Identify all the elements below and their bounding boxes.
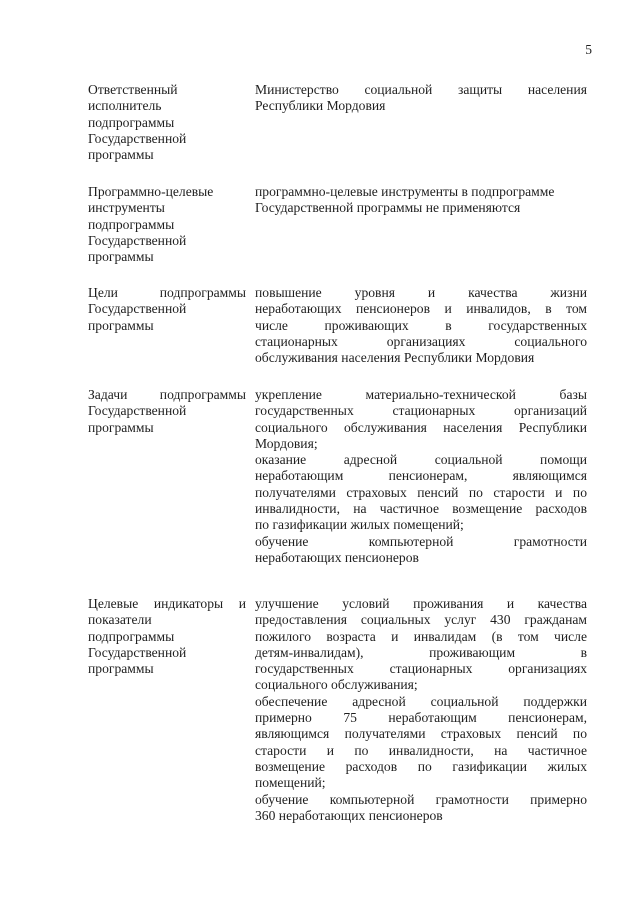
content-line: обучение компьютерной грамотности <box>255 533 587 549</box>
content-line: помещений; <box>255 775 326 791</box>
row-label <box>88 596 246 677</box>
content-line: обслуживания населения Республики Мордовия <box>255 350 535 366</box>
content-line: государственных стационарных организаций <box>255 403 587 419</box>
content-line: обучение компьютерной грамотности примерно <box>255 791 587 807</box>
content-line: укрепление материально-технической базы <box>255 387 587 402</box>
content-line: являющимся получателями страховых пенсий по <box>255 726 587 742</box>
label-line: Государственной <box>88 644 187 660</box>
content-line: государственных стационарных организациях <box>255 661 587 677</box>
content-line: неработающих пенсионеров <box>255 549 419 565</box>
content-line: Республики Мордовия <box>255 98 386 114</box>
content-line: социального обслуживания; <box>255 677 418 693</box>
content-line: по газификации жилых помещений; <box>255 517 464 533</box>
label-line: показатели <box>88 612 152 628</box>
label-line: подпрограммы <box>88 628 175 644</box>
page-number: 5 <box>585 42 592 57</box>
row-label <box>88 285 246 334</box>
row-content <box>255 184 587 217</box>
content-line: детям-инвалидам), проживающим в <box>255 644 587 660</box>
label-line: инструменты <box>88 200 165 216</box>
content-line: Государственной программы не применяются <box>255 200 521 216</box>
content-line: неработающих пенсионеров и инвалидов, в том <box>255 301 587 317</box>
label-line: программы <box>88 317 154 333</box>
label-line: программы <box>88 661 154 677</box>
label-line: Целевые индикаторы и <box>88 596 246 611</box>
content-line: предоставления социальных услуг 430 гражданам <box>255 612 587 628</box>
content-line: улучшение условий проживания и качества <box>255 596 587 611</box>
label-line: Государственной <box>88 130 187 146</box>
content-line: Мордовия; <box>255 435 318 451</box>
label-line: подпрограммы <box>88 216 175 232</box>
row-label <box>88 82 246 163</box>
label-line: подпрограммы <box>88 114 175 130</box>
row-content <box>255 82 587 115</box>
content-line: инвалидности, на частичное возмещение расходов <box>255 501 587 517</box>
content-line: неработающим пенсионерам, являющимся <box>255 468 587 484</box>
row-label <box>88 387 246 436</box>
content-line: старости и по инвалидности, на частичное <box>255 742 587 758</box>
label-line: исполнитель <box>88 98 162 114</box>
row-content <box>255 387 587 566</box>
row-content <box>255 596 587 824</box>
content-line: получателями страховых пенсий по старости и по <box>255 484 587 500</box>
label-line: Программно-целевые <box>88 184 214 199</box>
row-label <box>88 184 246 265</box>
label-line: Государственной <box>88 232 187 248</box>
label-line: Государственной <box>88 403 187 419</box>
content-line: обеспечение адресной социальной поддержки <box>255 693 587 709</box>
content-line: Министерство социальной защиты населения <box>255 82 587 97</box>
content-line: возмещение расходов по газификации жилых <box>255 758 587 774</box>
label-line: Цели подпрограммы <box>88 285 246 300</box>
label-line: программы <box>88 147 154 163</box>
label-line: Задачи подпрограммы <box>88 387 246 402</box>
content-line: пожилого возраста и инвалидам (в том числе <box>255 628 587 644</box>
content-line: числе проживающих в государственных <box>255 317 587 333</box>
label-line: Государственной <box>88 301 187 317</box>
content-line: примерно 75 неработающим пенсионерам, <box>255 710 587 726</box>
content-line: стационарных организациях социального <box>255 333 587 349</box>
content-line: социального обслуживания населения Республики <box>255 419 587 435</box>
content-line: оказание адресной социальной помощи <box>255 452 587 468</box>
content-line: программно-целевые инструменты в подпрограмме <box>255 184 555 199</box>
content-line: повышение уровня и качества жизни <box>255 285 587 300</box>
content-line: 360 неработающих пенсионеров <box>255 807 443 823</box>
row-content <box>255 285 587 366</box>
label-line: программы <box>88 419 154 435</box>
label-line: программы <box>88 249 154 265</box>
label-line: Ответственный <box>88 82 178 97</box>
